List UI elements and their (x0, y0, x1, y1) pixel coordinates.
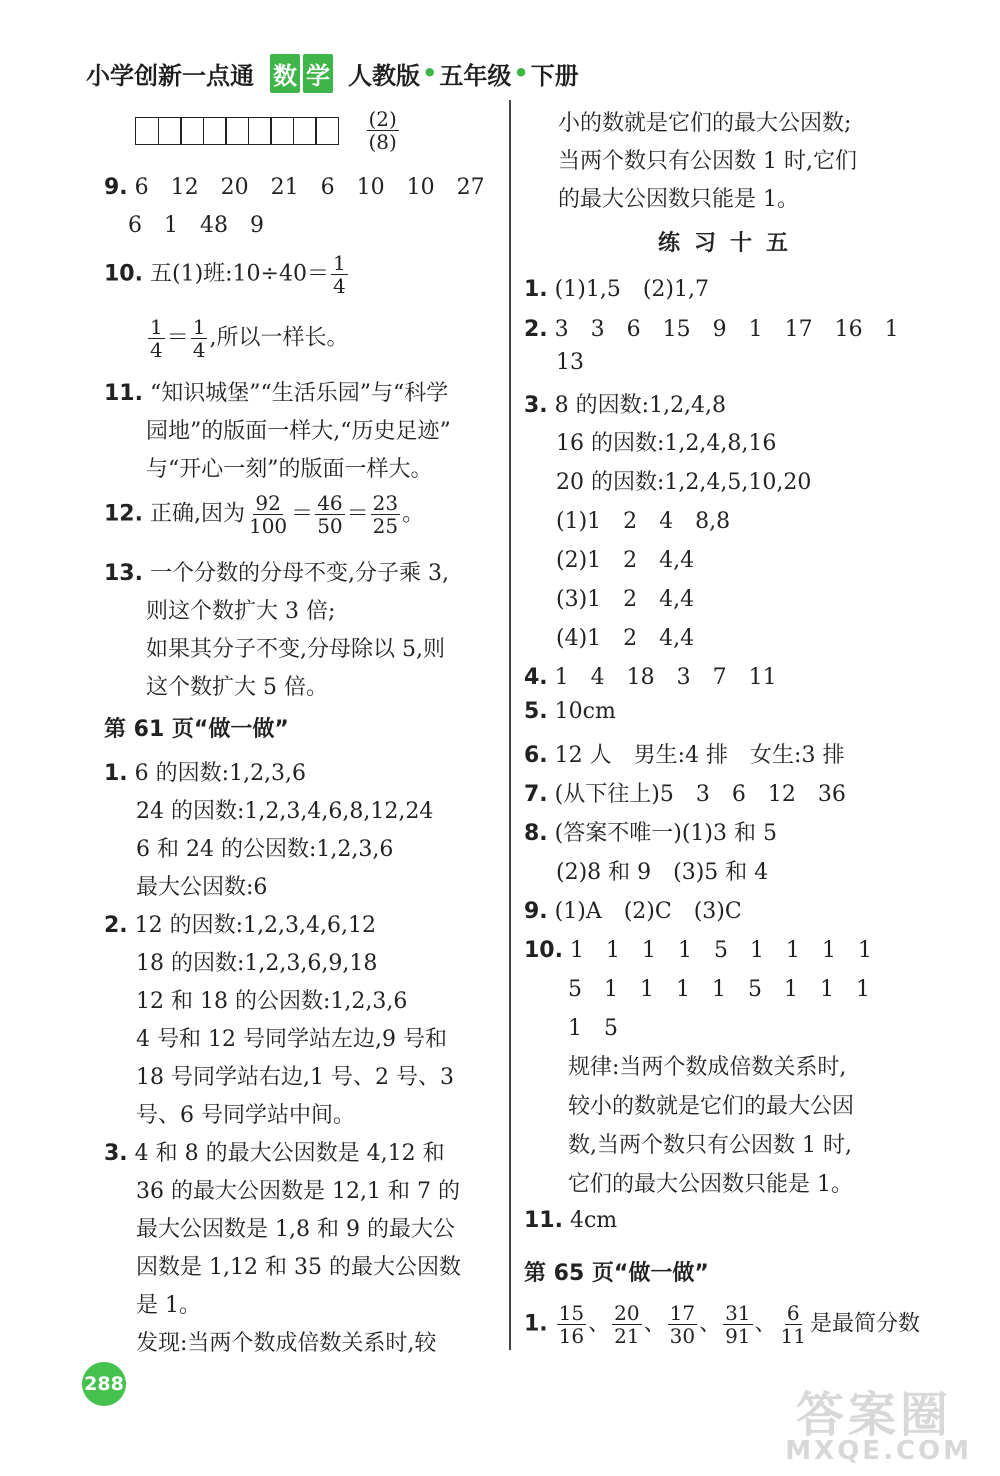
p61-answer-1-line2: 24 的因数:1,2,3,4,6,8,12,24 (136, 799, 434, 824)
ex15-answer-9: 9. (1)A (2)C (3)C (524, 899, 742, 924)
p61-answer-3: 3. 4 和 8 的最大公因数是 4,12 和 (104, 1141, 445, 1166)
ex15-answer-10-line2: 5 1 1 1 1 5 1 1 1 (568, 977, 870, 1002)
series-title: 小学创新一点通 (86, 61, 254, 90)
p61-answer-1: 1. 6 的因数:1,2,3,6 (104, 761, 307, 786)
p61-answer-2: 2. 12 的因数:1,2,3,4,6,12 (104, 913, 377, 938)
answer-boxes (135, 117, 338, 145)
ex15-answer-8-line2: (2)8 和 9 (3)5 和 4 (556, 860, 769, 885)
answer-10: 10. 五(1)班:10÷40＝ $\frac{1}{4}$ (104, 251, 346, 298)
p61-answer-2-line5: 18 号同学站右边,1 号、2 号、3 (136, 1065, 454, 1090)
p61-answer-1-line3: 6 和 24 的公因数:1,2,3,6 (136, 837, 394, 862)
continued-text-line2: 当两个数只有公因数 1 时,它们 (558, 149, 857, 174)
p61-answer-3-line6: 发现:当两个数成倍数关系时,较 (136, 1331, 437, 1356)
p61-answer-2-line4: 4 号和 12 号同学站左边,9 号和 (136, 1027, 447, 1052)
ex15-answer-5: 5. 10cm (524, 699, 616, 724)
ex15-answer-2-line2: 13 (556, 350, 584, 375)
continued-text-line1: 小的数就是它们的最大公因数; (558, 111, 852, 136)
separator-dot: • (422, 59, 438, 87)
answer-11-line3: 与“开心一刻”的版面一样大。 (146, 457, 433, 482)
ex15-answer-11: 11. 4cm (524, 1208, 618, 1233)
answer-13: 13. 一个分数的分母不变,分子乘 3, (104, 561, 449, 586)
ex15-answer-1: 1. (1)1,5 (2)1,7 (524, 277, 709, 302)
subject-char-2: 学 (303, 54, 333, 93)
fraction: $\frac{(2)}{(8)}$ (368, 107, 397, 154)
ex15-answer-2: 2. 3 3 6 15 9 1 17 16 1 (524, 317, 899, 342)
answer-13-line4: 这个数扩大 5 倍。 (146, 675, 328, 700)
answer-box-row (135, 108, 401, 153)
ex15-answer-3-line4: (1)1 2 4 8,8 (556, 509, 731, 534)
p61-answer-3-line5: 是 1。 (136, 1293, 201, 1318)
ex15-answer-10-line7: 它们的最大公因数只能是 1。 (568, 1172, 853, 1197)
ex15-answer-3: 3. 8 的因数:1,2,4,8 (524, 393, 727, 418)
ex15-answer-3-line2: 16 的因数:1,2,4,8,16 (556, 431, 777, 456)
ex15-answer-3-line3: 20 的因数:1,2,4,5,10,20 (556, 470, 812, 495)
ex15-answer-4: 4. 1 4 18 3 7 11 (524, 665, 777, 690)
page-number: 288 (82, 1362, 126, 1406)
watermark-url: MXQE.COM (785, 1436, 972, 1466)
ex15-answer-8: 8. (答案不唯一)(1)3 和 5 (524, 821, 777, 846)
p61-answer-2-line6: 号、6 号同学站中间。 (136, 1103, 355, 1128)
answer-11: 11. “知识城堡”“生活乐园”与“科学 (104, 381, 449, 406)
answer-13-line3: 如果其分子不变,分母除以 5,则 (146, 637, 445, 662)
ex15-answer-10-line5: 较小的数就是它们的最大公因 (568, 1094, 855, 1119)
ex15-answer-3-line6: (3)1 2 4,4 (556, 587, 695, 612)
grade-label: 五年级 (439, 61, 512, 90)
subject-char-1: 数 (270, 54, 300, 93)
ex15-answer-10-line4: 规律:当两个数成倍数关系时, (568, 1055, 847, 1080)
p65-answer-1: 1. $\frac{15}{16}$ 、 $\frac{20}{21}$ 、 $\frac{17}{30}$ 、 $\frac{31}{91}$ 、 $\frac{6}{11}$ 是最简分数 (524, 1301, 921, 1348)
watermark (782, 1376, 972, 1466)
answer-10-line2: $\frac{1}{4}$ ＝ $\frac{1}{4}$ ,所以一样长。 (150, 315, 349, 362)
ex15-answer-3-line7: (4)1 2 4,4 (556, 626, 695, 651)
p61-answer-3-line3: 最大公因数是 1,8 和 9 的最大公 (136, 1217, 455, 1242)
answer-11-line2: 园地”的版面一样大,“历史足迹” (146, 419, 451, 444)
p61-answer-3-line2: 36 的最大公因数是 12,1 和 7 的 (136, 1179, 460, 1204)
answer-13-line2: 则这个数扩大 3 倍; (146, 599, 336, 624)
answer-9: 9. 6 12 20 21 6 10 10 27 (104, 175, 485, 200)
p61-answer-2-line2: 18 的因数:1,2,3,6,9,18 (136, 951, 378, 976)
separator-dot: • (513, 59, 529, 87)
watermark-text: 答案圈 (795, 1387, 952, 1443)
ex15-answer-10: 10. 1 1 1 1 5 1 1 1 1 (524, 938, 872, 963)
ex15-answer-10-line6: 数,当两个数只有公因数 1 时, (568, 1133, 852, 1158)
ex15-answer-6: 6. 12 人 男生:4 排 女生:3 排 (524, 743, 845, 768)
edition-label: 人教版 (348, 61, 420, 90)
volume-label: 下册 (530, 61, 579, 90)
p61-answer-3-line4: 因数是 1,12 和 35 的最大公因数 (136, 1255, 461, 1280)
answer-12: 12. 正确,因为 $\frac{92}{100}$ ＝ $\frac{46}{50}$ ＝ $\frac{23}{25}$ 。 (104, 491, 425, 538)
ex15-answer-7: 7. (从下往上)5 3 6 12 36 (524, 782, 846, 807)
p61-answer-2-line3: 12 和 18 的公因数:1,2,3,6 (136, 989, 408, 1014)
p61-answer-1-line4: 最大公因数:6 (136, 875, 268, 900)
exercise-title: 练习十五 (658, 231, 803, 256)
ex15-answer-3-line5: (2)1 2 4,4 (556, 548, 695, 573)
ex15-answer-10-line3: 1 5 (568, 1016, 618, 1041)
answer-9-line2: 6 1 48 9 (128, 213, 264, 238)
section-heading-p65: 第 65 页“做一做” (524, 1261, 709, 1286)
continued-text-line3: 的最大公因数只能是 1。 (558, 187, 799, 212)
section-heading-p61: 第 61 页“做一做” (104, 717, 289, 742)
right-column (510, 0, 1000, 1476)
